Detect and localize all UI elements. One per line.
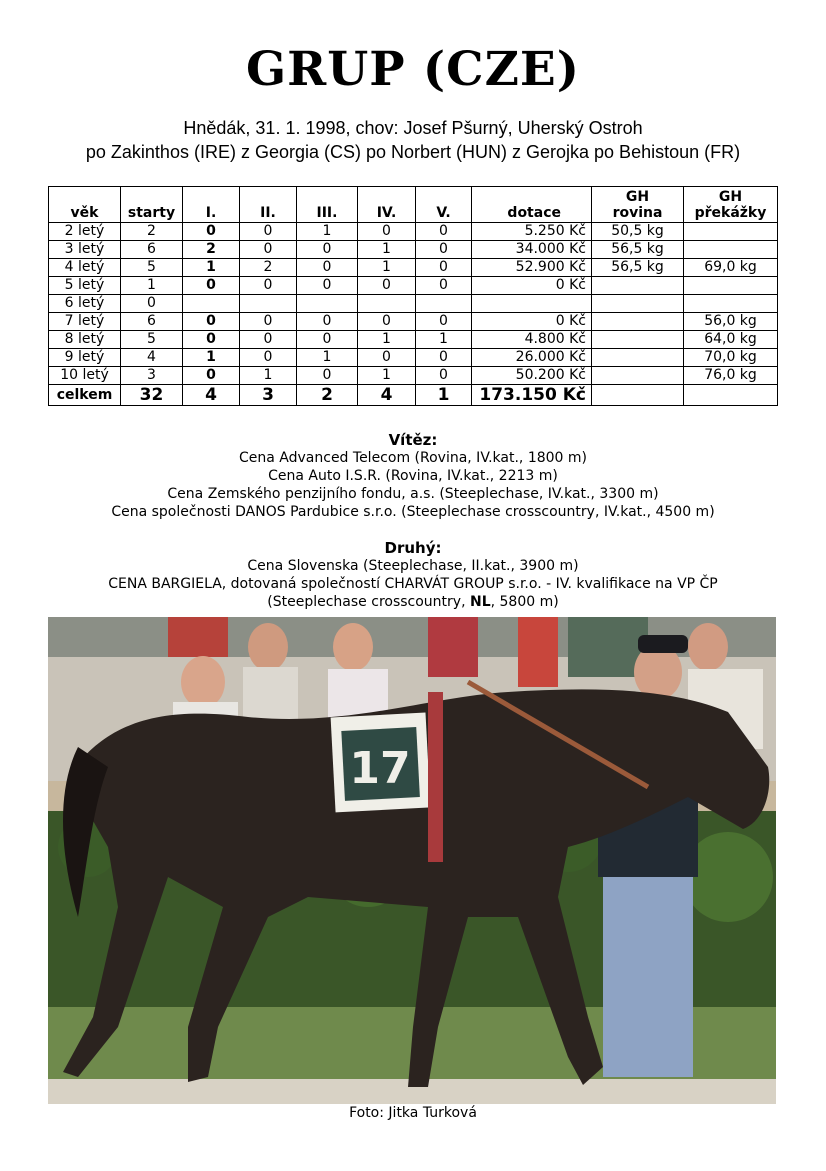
- results-table: [48, 186, 778, 406]
- table-row: [49, 331, 778, 349]
- row-third: 1: [297, 223, 358, 241]
- row-starts: 5: [121, 259, 183, 277]
- row-first: 0: [183, 367, 240, 385]
- row-second: 1: [240, 367, 297, 385]
- row-fourth: 0: [358, 313, 416, 331]
- total-gh-jumps: [684, 385, 778, 406]
- col-gh-flat: GH rovina: [592, 187, 684, 223]
- row-first: 0: [183, 331, 240, 349]
- row-starts: 4: [121, 349, 183, 367]
- row-gh-flat: [592, 295, 684, 313]
- row-fifth: 0: [416, 241, 472, 259]
- row-gh-flat: [592, 367, 684, 385]
- row-gh-flat: [592, 349, 684, 367]
- winner-race: Cena Advanced Telecom (Rovina, IV.kat., 1800 m): [239, 450, 587, 466]
- col-fourth: IV.: [358, 187, 416, 223]
- col-gh-jumps: GH překážky: [684, 187, 778, 223]
- row-age: 7 letý: [49, 313, 121, 331]
- row-second: 0: [240, 349, 297, 367]
- total-starts: 32: [121, 385, 183, 406]
- row-age: 4 letý: [49, 259, 121, 277]
- total-fourth: 4: [358, 385, 416, 406]
- row-fifth: 0: [416, 349, 472, 367]
- row-fifth: 0: [416, 277, 472, 295]
- row-fourth: 1: [358, 259, 416, 277]
- row-second: 0: [240, 241, 297, 259]
- row-first: 1: [183, 259, 240, 277]
- table-row: [49, 295, 778, 313]
- row-first: 0: [183, 277, 240, 295]
- row-third: 0: [297, 241, 358, 259]
- row-age: 9 letý: [49, 349, 121, 367]
- horse-photo: [48, 617, 776, 1104]
- row-prize-money: 26.000 Kč: [472, 349, 592, 367]
- row-second: [240, 295, 297, 313]
- row-fourth: 0: [358, 223, 416, 241]
- total-first: 4: [183, 385, 240, 406]
- table-row: [49, 223, 778, 241]
- row-gh-jumps: 64,0 kg: [684, 331, 778, 349]
- row-prize-money: 52.900 Kč: [472, 259, 592, 277]
- row-fourth: 1: [358, 241, 416, 259]
- row-gh-jumps: 56,0 kg: [684, 313, 778, 331]
- col-starts: starty: [121, 187, 183, 223]
- row-age: 3 letý: [49, 241, 121, 259]
- total-third: 2: [297, 385, 358, 406]
- row-starts: 1: [121, 277, 183, 295]
- page-title: GRUP (CZE): [246, 42, 580, 97]
- col-first: I.: [183, 187, 240, 223]
- col-prize-money: dotace: [472, 187, 592, 223]
- row-third: [297, 295, 358, 313]
- col-third: III.: [297, 187, 358, 223]
- row-second: 0: [240, 331, 297, 349]
- row-fifth: 0: [416, 313, 472, 331]
- row-fifth: 0: [416, 367, 472, 385]
- row-prize-money: 0 Kč: [472, 277, 592, 295]
- row-fourth: 1: [358, 331, 416, 349]
- row-gh-flat: 56,5 kg: [592, 259, 684, 277]
- second-race: (Steeplechase crosscountry, NL, 5800 m): [267, 594, 559, 610]
- row-first: 0: [183, 313, 240, 331]
- row-prize-money: 4.800 Kč: [472, 331, 592, 349]
- row-age: 2 letý: [49, 223, 121, 241]
- winner-race: Cena společnosti DANOS Pardubice s.r.o. (Steeplechase crosscountry, IV.kat., 4500 m): [111, 504, 715, 520]
- row-gh-jumps: 76,0 kg: [684, 367, 778, 385]
- total-label: celkem: [49, 385, 121, 406]
- row-fourth: [358, 295, 416, 313]
- row-second: 0: [240, 313, 297, 331]
- winner-race: Cena Auto I.S.R. (Rovina, IV.kat., 2213 m): [268, 468, 558, 484]
- row-first: 0: [183, 223, 240, 241]
- table-row: [49, 349, 778, 367]
- row-second: 0: [240, 277, 297, 295]
- row-age: 10 letý: [49, 367, 121, 385]
- row-fifth: 0: [416, 259, 472, 277]
- total-prize-money: 173.150 Kč: [472, 385, 592, 406]
- row-age: 8 letý: [49, 331, 121, 349]
- row-third: 0: [297, 331, 358, 349]
- row-second: 0: [240, 223, 297, 241]
- saddle-cloth-number: 17: [349, 743, 411, 794]
- row-starts: 2: [121, 223, 183, 241]
- row-gh-flat: 50,5 kg: [592, 223, 684, 241]
- row-first: [183, 295, 240, 313]
- row-prize-money: [472, 295, 592, 313]
- table-row: [49, 241, 778, 259]
- row-third: 1: [297, 349, 358, 367]
- row-gh-jumps: [684, 295, 778, 313]
- second-race: Cena Slovenska (Steeplechase, II.kat., 3900 m): [247, 558, 579, 574]
- row-gh-flat: [592, 313, 684, 331]
- horse-details: Hnědák, 31. 1. 1998, chov: Josef Pšurný, Uherský Ostroh: [183, 118, 643, 138]
- table-row: [49, 277, 778, 295]
- winner-race: Cena Zemského penzijního fondu, a.s. (Steeplechase, IV.kat., 3300 m): [167, 486, 659, 502]
- table-row: [49, 259, 778, 277]
- row-prize-money: 50.200 Kč: [472, 367, 592, 385]
- row-third: 0: [297, 367, 358, 385]
- row-first: 2: [183, 241, 240, 259]
- row-prize-money: 0 Kč: [472, 313, 592, 331]
- row-starts: 3: [121, 367, 183, 385]
- row-gh-jumps: [684, 223, 778, 241]
- row-fifth: 1: [416, 331, 472, 349]
- total-gh-flat: [592, 385, 684, 406]
- second-race: CENA BARGIELA, dotovaná společností CHARVÁT GROUP s.r.o. - IV. kvalifikace na VP ČP: [108, 576, 718, 592]
- row-fourth: 0: [358, 277, 416, 295]
- row-third: 0: [297, 313, 358, 331]
- row-fifth: [416, 295, 472, 313]
- photo-caption: Foto: Jitka Turková: [349, 1105, 477, 1121]
- row-prize-money: 34.000 Kč: [472, 241, 592, 259]
- col-fifth: V.: [416, 187, 472, 223]
- table-header-row: [49, 187, 778, 223]
- row-fourth: 0: [358, 349, 416, 367]
- row-gh-flat: 56,5 kg: [592, 241, 684, 259]
- row-starts: 6: [121, 313, 183, 331]
- row-gh-jumps: 69,0 kg: [684, 259, 778, 277]
- table-row: [49, 367, 778, 385]
- row-second: 2: [240, 259, 297, 277]
- row-age: 6 letý: [49, 295, 121, 313]
- pedigree-line: po Zakinthos (IRE) z Georgia (CS) po Norbert (HUN) z Gerojka po Behistoun (FR): [85, 142, 741, 162]
- row-gh-flat: [592, 331, 684, 349]
- second-heading: Druhý:: [384, 539, 442, 557]
- row-age: 5 letý: [49, 277, 121, 295]
- winner-heading: Vítěz:: [388, 431, 438, 449]
- row-gh-jumps: [684, 241, 778, 259]
- row-third: 0: [297, 277, 358, 295]
- row-gh-jumps: 70,0 kg: [684, 349, 778, 367]
- row-fifth: 0: [416, 223, 472, 241]
- total-second: 3: [240, 385, 297, 406]
- row-third: 0: [297, 259, 358, 277]
- row-prize-money: 5.250 Kč: [472, 223, 592, 241]
- row-first: 1: [183, 349, 240, 367]
- row-gh-jumps: [684, 277, 778, 295]
- row-starts: 0: [121, 295, 183, 313]
- total-fifth: 1: [416, 385, 472, 406]
- col-second: II.: [240, 187, 297, 223]
- col-age: věk: [49, 187, 121, 223]
- row-starts: 5: [121, 331, 183, 349]
- row-fourth: 1: [358, 367, 416, 385]
- table-row: [49, 313, 778, 331]
- row-gh-flat: [592, 277, 684, 295]
- row-starts: 6: [121, 241, 183, 259]
- table-total-row: [49, 385, 778, 406]
